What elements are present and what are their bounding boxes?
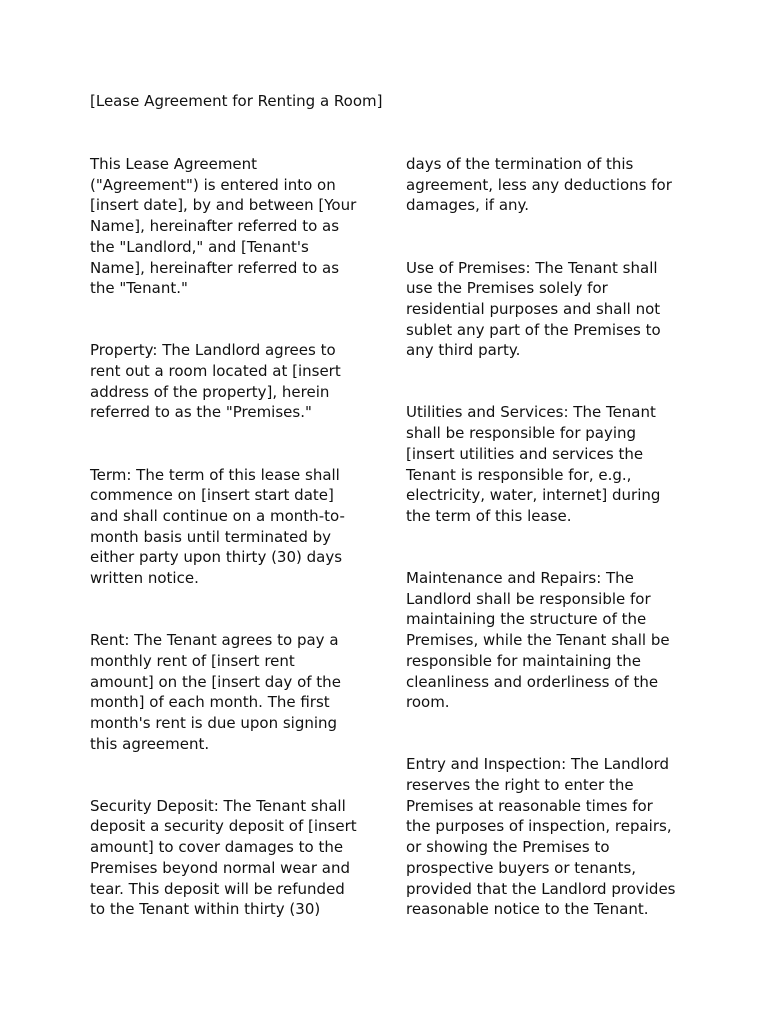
paragraph-property xyxy=(90,340,362,423)
text-line: prospective buyers or tenants, xyxy=(406,858,637,877)
text-line: room. xyxy=(406,693,450,712)
text-line: shall be responsible for paying xyxy=(406,424,637,443)
paragraph-rent xyxy=(90,630,362,754)
text-line: any third party. xyxy=(406,341,521,360)
text-line: maintaining the structure of the xyxy=(406,610,647,629)
text-line: This Lease Agreement xyxy=(90,155,258,173)
paragraph-maintenance xyxy=(406,568,686,713)
text-line: monthly rent of [insert rent xyxy=(90,651,295,670)
left-column xyxy=(90,154,362,961)
text-line: amount] on the [insert day of the xyxy=(90,672,341,691)
text-line: damages, if any. xyxy=(406,196,530,215)
text-line: Term: The term of this lease shall xyxy=(90,465,340,484)
text-line: commence on [insert start date] xyxy=(90,486,334,505)
paragraph-deposit-continued xyxy=(406,154,686,216)
text-line: Maintenance and Repairs: The xyxy=(406,569,634,588)
text-line: Property: The Landlord agrees to xyxy=(90,341,336,360)
text-line: Premises, while the Tenant shall be xyxy=(406,631,670,650)
text-line: month] of each month. The first xyxy=(90,693,330,712)
text-line: the purposes of inspection, repairs, xyxy=(406,817,672,836)
text-line: responsible for maintaining the xyxy=(406,651,641,670)
text-line: days of the termination of this xyxy=(406,155,634,173)
text-line: the term of this lease. xyxy=(406,506,572,525)
text-line: Name], hereinafter referred to as xyxy=(90,258,340,277)
paragraph-use-of-premises xyxy=(406,258,686,362)
text-line: [insert utilities and services the xyxy=(406,444,644,463)
text-line: Utilities and Services: The Tenant xyxy=(406,403,656,422)
text-line: referred to as the "Premises." xyxy=(90,403,312,422)
right-column xyxy=(406,154,686,961)
text-line: the "Tenant." xyxy=(90,279,188,298)
text-line: reserves the right to enter the xyxy=(406,776,634,795)
text-line: agreement, less any deductions for xyxy=(406,175,672,194)
text-line: to the Tenant within thirty (30) xyxy=(90,900,321,919)
text-line: [insert date], by and between [Your xyxy=(90,196,357,215)
text-line: deposit a security deposit of [insert xyxy=(90,817,357,836)
text-line: Name], hereinafter referred to as xyxy=(90,217,340,236)
text-line: and shall continue on a month-to- xyxy=(90,506,345,525)
paragraph-utilities xyxy=(406,402,686,526)
text-line: Landlord shall be responsible for xyxy=(406,589,651,608)
text-line: Rent: The Tenant agrees to pay a xyxy=(90,631,339,650)
text-line: the "Landlord," and [Tenant's xyxy=(90,237,309,256)
text-line: Premises beyond normal wear and xyxy=(90,858,351,877)
paragraph-security-deposit xyxy=(90,796,362,920)
text-line: sublet any part of the Premises to xyxy=(406,320,661,339)
paragraph-term xyxy=(90,465,362,589)
text-line: electricity, water, internet] during xyxy=(406,486,661,505)
paragraph-entry-inspection xyxy=(406,754,686,920)
text-line: written notice. xyxy=(90,569,199,588)
text-line: Tenant is responsible for, e.g., xyxy=(406,465,632,484)
text-line: address of the property], herein xyxy=(90,382,330,401)
text-line: Entry and Inspection: The Landlord xyxy=(406,755,669,774)
text-line: Use of Premises: The Tenant shall xyxy=(406,258,658,277)
text-line: or showing the Premises to xyxy=(406,838,610,857)
text-line: use the Premises solely for xyxy=(406,279,608,298)
text-line: tear. This deposit will be refunded xyxy=(90,879,345,898)
text-line: Security Deposit: The Tenant shall xyxy=(90,796,346,815)
text-line: cleanliness and orderliness of the xyxy=(406,672,659,691)
text-line: either party upon thirty (30) days xyxy=(90,548,343,567)
text-line: month basis until terminated by xyxy=(90,527,332,546)
text-line: this agreement. xyxy=(90,734,210,753)
text-line: month's rent is due upon signing xyxy=(90,713,338,732)
text-line: residential purposes and shall not xyxy=(406,299,661,318)
text-line: rent out a room located at [insert xyxy=(90,362,341,381)
text-line: Premises at reasonable times for xyxy=(406,796,653,815)
text-line: reasonable notice to the Tenant. xyxy=(406,900,649,919)
text-line: ("Agreement") is entered into on xyxy=(90,175,336,194)
document-title: [Lease Agreement for Renting a Room] xyxy=(90,92,383,110)
text-line: provided that the Landlord provides xyxy=(406,879,676,898)
paragraph-intro xyxy=(90,154,362,299)
text-line: amount] to cover damages to the xyxy=(90,838,344,857)
